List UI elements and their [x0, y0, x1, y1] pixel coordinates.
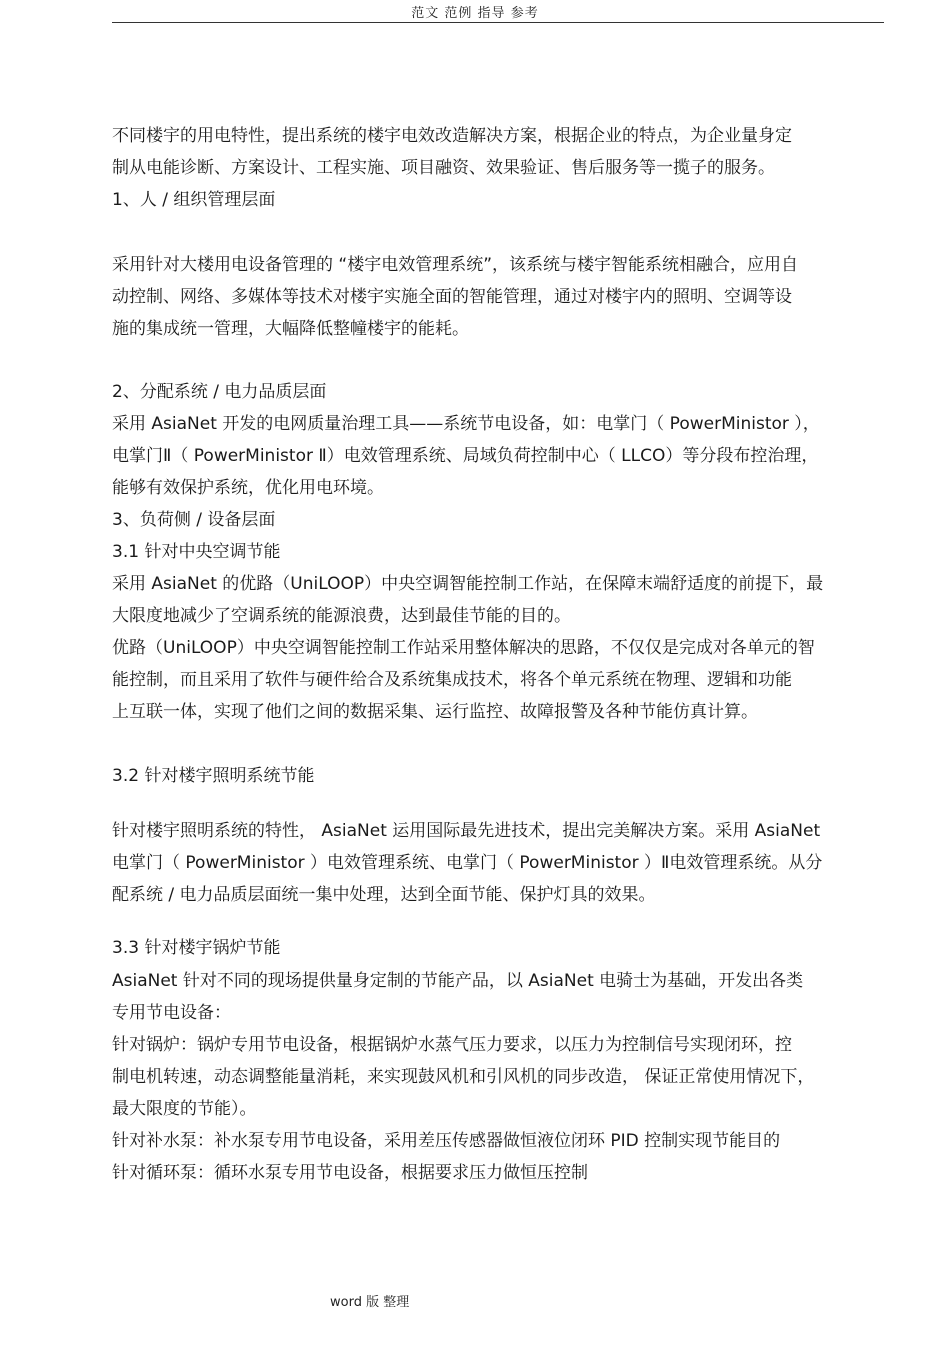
body-line: 针对补水泵：补水泵专用节电设备，采用差压传感器做恒液位闭环 PID 控制实现节能目的	[112, 1131, 781, 1151]
body-line: 电掌门（ PowerMinistor ）电效管理系统、电掌门（ PowerMinistor ）Ⅱ电效管理系统。从分	[112, 853, 823, 873]
body-line: 采用 AsiaNet 开发的电网质量治理工具——系统节电设备，如：电掌门（ PowerMinistor ），	[112, 414, 820, 434]
page-header: 范文 范例 指导 参考	[411, 6, 539, 21]
section-heading: 3、负荷侧 / 设备层面	[112, 510, 276, 530]
body-line: 上互联一体，实现了他们之间的数据采集、运行监控、故障报警及各种节能仿真计算。	[112, 702, 758, 722]
body-line: 采用 AsiaNet 的优路（UniLOOP）中央空调智能控制工作站，在保障末端舒适度的前提下，最	[112, 574, 824, 594]
body-line: 优路（UniLOOP）中央空调智能控制工作站采用整体解决的思路，不仅仅是完成对各单元的智	[112, 638, 815, 658]
body-line: 动控制、网络、多媒体等技术对楼宇实施全面的智能管理，通过对楼宇内的照明、空调等设	[112, 287, 792, 307]
subsection-heading: 3.3 针对楼宇锅炉节能	[112, 938, 281, 958]
body-line: 大限度地减少了空调系统的能源浪费，达到最佳节能的目的。	[112, 606, 571, 626]
page-footer: word 版 整理	[330, 1295, 410, 1310]
body-line: 能够有效保护系统，优化用电环境。	[112, 478, 384, 498]
body-line: 针对锅炉：锅炉专用节电设备，根据锅炉水蒸气压力要求，以压力为控制信号实现闭环，控	[112, 1035, 792, 1055]
body-line: 施的集成统一管理，大幅降低整幢楼宇的能耗。	[112, 319, 469, 339]
section-heading: 2、分配系统 / 电力品质层面	[112, 382, 327, 402]
body-line: 制电机转速，动态调整能量消耗，来实现鼓风机和引风机的同步改造， 保证正常使用情况下，	[112, 1067, 815, 1087]
header-divider	[112, 22, 884, 23]
subsection-heading: 3.2 针对楼宇照明系统节能	[112, 766, 315, 786]
body-line: 最大限度的节能）。	[112, 1099, 257, 1119]
subsection-heading: 3.1 针对中央空调节能	[112, 542, 281, 562]
body-line: 针对楼宇照明系统的特性， AsiaNet 运用国际最先进技术，提出完美解决方案。采用 AsiaNet	[112, 821, 821, 841]
body-line: AsiaNet 针对不同的现场提供量身定制的节能产品，以 AsiaNet 电骑士为基础，开发出各类	[112, 971, 804, 991]
body-line: 不同楼宇的用电特性，提出系统的楼宇电效改造解决方案，根据企业的特点，为企业量身定	[112, 126, 792, 146]
body-line: 能控制，而且采用了软件与硬件给合及系统集成技术，将各个单元系统在物理、逻辑和功能	[112, 670, 792, 690]
body-line: 针对循环泵：循环水泵专用节电设备，根据要求压力做恒压控制	[112, 1163, 588, 1183]
body-line: 采用针对大楼用电设备管理的 “楼宇电效管理系统”，该系统与楼宇智能系统相融合，应用自	[112, 255, 799, 275]
body-line: 制从电能诊断、方案设计、工程实施、项目融资、效果验证、售后服务等一揽子的服务。	[112, 158, 775, 178]
body-line: 电掌门Ⅱ（ PowerMinistor Ⅱ）电效管理系统、局域负荷控制中心（ LLCO）等分段布控治理，	[112, 446, 819, 466]
body-line: 专用节电设备：	[112, 1003, 231, 1023]
section-heading: 1、人 / 组织管理层面	[112, 190, 276, 210]
body-line: 配系统 / 电力品质层面统一集中处理，达到全面节能、保护灯具的效果。	[112, 885, 656, 905]
